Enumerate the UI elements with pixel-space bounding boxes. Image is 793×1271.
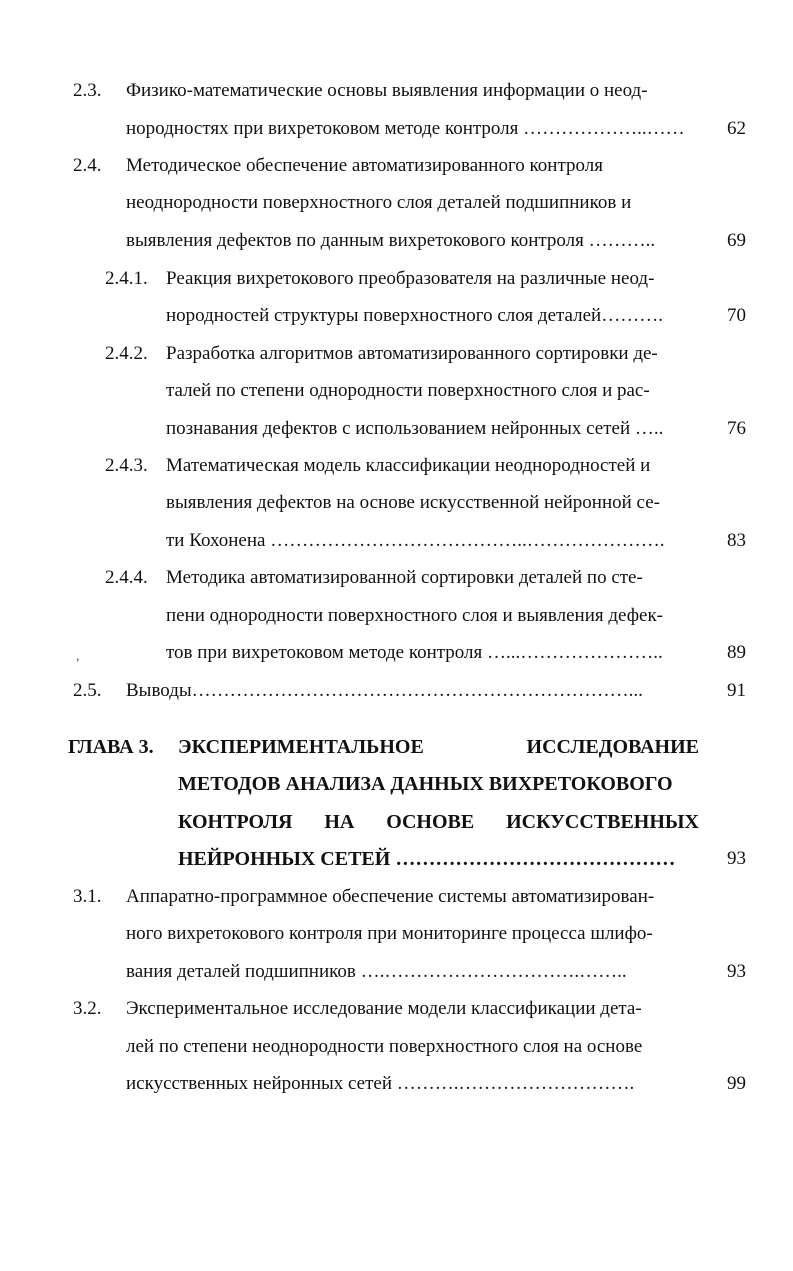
chapter-3-title-word: ЭКСПЕРИМЕНТАЛЬНОЕ <box>178 736 424 758</box>
toc-entry-2-4-2-line3: познавания дефектов с использованием нейронных сетей ….. <box>166 418 664 439</box>
toc-entry-2-4-3-line3: ти Кохонена …………………………………..…………………. <box>166 530 665 551</box>
toc-number-3-1: 3.1. <box>73 886 102 907</box>
chapter-3-label: ГЛАВА 3. <box>68 736 154 758</box>
toc-entry-2-4-4-line2: пени однородности поверхностного слоя и выявления дефек- <box>166 605 663 626</box>
chapter-3-title-word: КОНТРОЛЯ <box>178 811 293 833</box>
toc-page-3-1: 93 <box>727 961 746 982</box>
chapter-3-title-line4: НЕЙРОННЫХ СЕТЕЙ …………………………………… <box>178 848 676 870</box>
toc-entry-2-4-line3: выявления дефектов по данным вихретокового контроля ……….. <box>126 230 656 251</box>
toc-entry-2-5-line1: Выводы……………………………………………………………... <box>126 680 643 701</box>
toc-page-2-5: 91 <box>727 680 746 701</box>
toc-entry-2-4-line1: Методическое обеспечение автоматизированного контроля <box>126 155 603 176</box>
toc-entry-2-3-line2: нородностях при вихретоковом методе контроля ………………..…… <box>126 118 685 139</box>
toc-entry-2-4-3-line1: Математическая модель классификации неоднородностей и <box>166 455 651 476</box>
toc-number-2-4-2: 2.4.2. <box>105 343 148 364</box>
toc-entry-2-4-1-line1: Реакция вихретокового преобразователя на различные неод- <box>166 268 655 289</box>
toc-page-2-4-3: 83 <box>727 530 746 551</box>
chapter-3-title-word: ОСНОВЕ <box>386 811 475 833</box>
toc-entry-2-4-2-line2: талей по степени однородности поверхностного слоя и рас- <box>166 380 650 401</box>
toc-number-2-5: 2.5. <box>73 680 102 701</box>
toc-page-2-4-1: 70 <box>727 305 746 326</box>
chapter-3-title-word: ИСКУССТВЕННЫХ <box>506 811 699 833</box>
toc-entry-2-4-4-line3: тов при вихретоковом методе контроля …...………………….. <box>166 642 663 663</box>
scan-speck: , <box>76 649 80 664</box>
toc-number-2-4: 2.4. <box>73 155 102 176</box>
toc-entry-2-4-2-line1: Разработка алгоритмов автоматизированного сортировки де- <box>166 343 658 364</box>
toc-entry-3-1-line2: ного вихретокового контроля при мониторинге процесса шлифо- <box>126 923 653 944</box>
toc-page-2-4-2: 76 <box>727 418 746 439</box>
toc-page-2-4: 69 <box>727 230 746 251</box>
toc-entry-3-1-line3: вания деталей подшипников ….………………………….…….. <box>126 961 627 982</box>
toc-entry-3-1-line1: Аппаратно-программное обеспечение системы автоматизирован- <box>126 886 655 907</box>
chapter-3-title-word: НА <box>324 811 355 833</box>
chapter-3-title-word: ИССЛЕДОВАНИЕ <box>526 736 699 758</box>
chapter-3-title-line1 <box>178 735 699 759</box>
chapter-3-title-line2: МЕТОДОВ АНАЛИЗА ДАННЫХ ВИХРЕТОКОВОГО <box>178 773 673 795</box>
toc-entry-2-4-1-line2: нородностей структуры поверхностного слоя деталей………. <box>166 305 663 326</box>
toc-number-2-3: 2.3. <box>73 80 102 101</box>
toc-entry-2-4-line2: неоднородности поверхностного слоя деталей подшипников и <box>126 192 632 213</box>
toc-number-2-4-3: 2.4.3. <box>105 455 148 476</box>
chapter-3-title-line3 <box>178 810 699 834</box>
toc-page-2-4-4: 89 <box>727 642 746 663</box>
toc-entry-2-4-4-line1: Методика автоматизированной сортировки деталей по сте- <box>166 567 643 588</box>
toc-page-chapter-3: 93 <box>727 848 746 869</box>
toc-number-2-4-1: 2.4.1. <box>105 268 148 289</box>
toc-number-3-2: 3.2. <box>73 998 102 1019</box>
toc-entry-3-2-line3: искусственных нейронных сетей ……….………………………. <box>126 1073 635 1094</box>
toc-page-3-2: 99 <box>727 1073 746 1094</box>
toc-entry-2-3-line1: Физико-математические основы выявления информации о неод- <box>126 80 648 101</box>
toc-number-2-4-4: 2.4.4. <box>105 567 148 588</box>
toc-entry-3-2-line2: лей по степени неоднородности поверхностного слоя на основе <box>126 1036 643 1057</box>
toc-entry-2-4-3-line2: выявления дефектов на основе искусственной нейронной се- <box>166 492 660 513</box>
toc-page-2-3: 62 <box>727 118 746 139</box>
toc-entry-3-2-line1: Экспериментальное исследование модели классификации дета- <box>126 998 642 1019</box>
